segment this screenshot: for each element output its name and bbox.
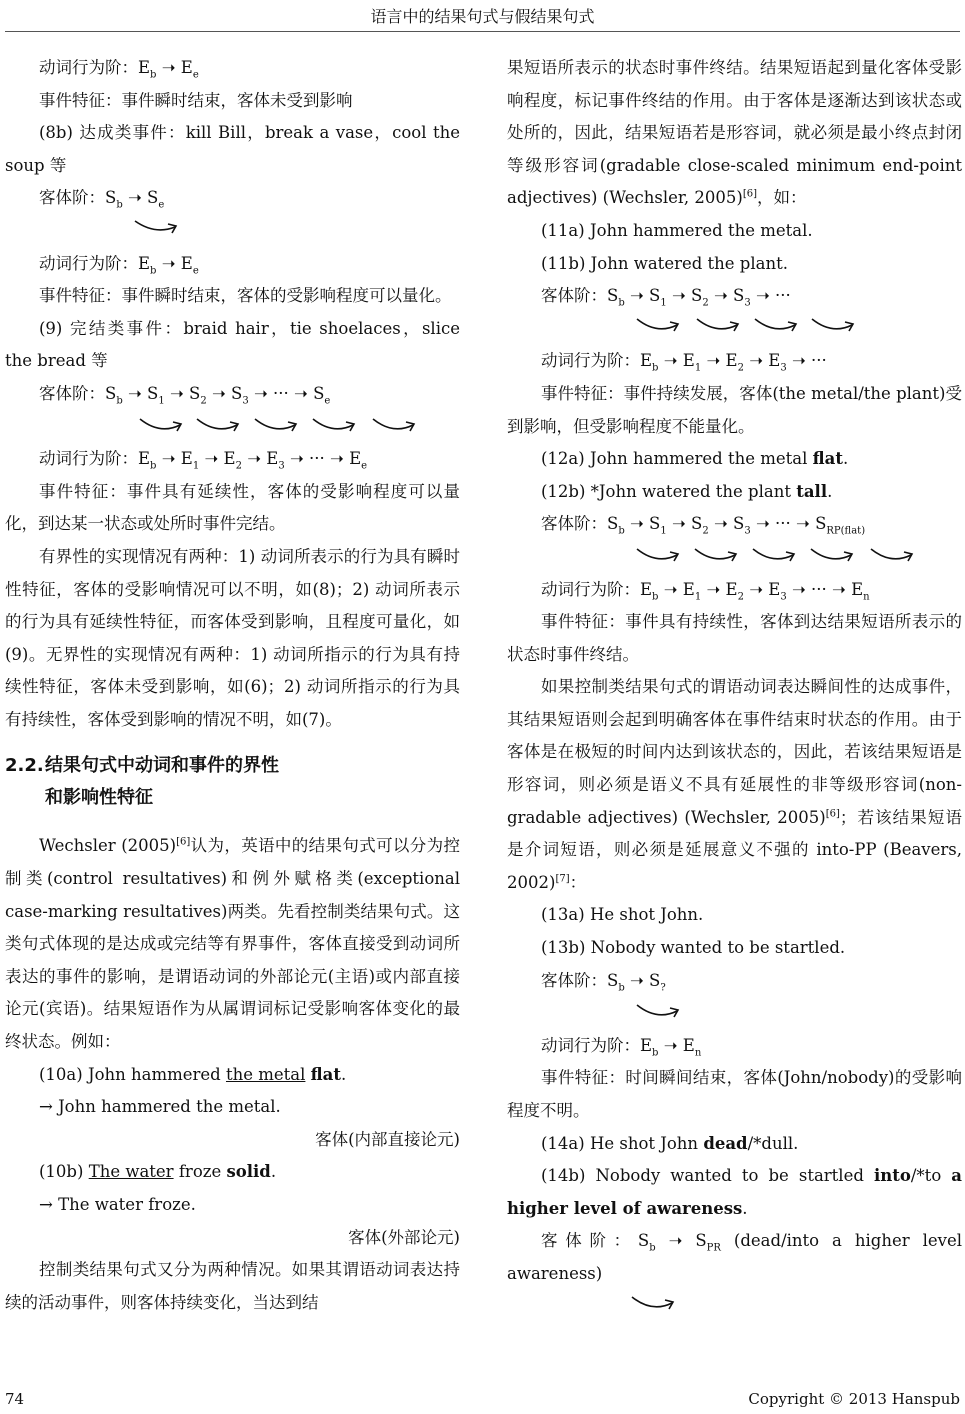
example-13a: (13a) He shot John. bbox=[541, 905, 704, 925]
example-12a: (12a) John hammered the metal flat. bbox=[541, 449, 849, 469]
verb-scale-9: 动词行为阶：$E_b$ ➝ $E_1$ ➝ $E_2$ ➝ $E_3$ ➝ ··· ➝ $E_e$ bbox=[39, 449, 368, 472]
example-11a: (11a) John hammered the metal. bbox=[541, 220, 813, 240]
citation-6[interactable]: [6] bbox=[176, 836, 191, 848]
header-rule bbox=[5, 31, 960, 32]
citation-6[interactable]: [6] bbox=[742, 188, 758, 200]
event-feature-8a: 事件特征：事件瞬时结束，客体未受到影响 bbox=[39, 90, 353, 110]
verb-scale-8a: 动词行为阶：$E_b$ ➝ $E_e$ bbox=[39, 58, 199, 81]
left-column bbox=[5, 52, 460, 1319]
curved-arrows-14 bbox=[507, 1291, 962, 1324]
example-14a: (14a) He shot John dead/*dull. bbox=[541, 1133, 799, 1153]
citation-7[interactable]: [7] bbox=[555, 873, 570, 885]
example-9: (9) 完结类事件：braid hair，tie shoelaces，slice the bread 等 bbox=[5, 318, 460, 371]
example-13b: (13b) Nobody wanted to be startled. bbox=[541, 938, 846, 958]
verb-scale-8b: 动词行为阶：$E_b$ ➝ $E_e$ bbox=[39, 253, 199, 276]
curved-arrows-11 bbox=[507, 313, 962, 346]
running-header: 语言中的结果句式与假结果句式 bbox=[370, 7, 595, 26]
object-scale-12: 客体阶：$S_b$ ➝ $S_1$ ➝ $S_2$ ➝ $S_3$ ➝ ··· ➝ $S_{RP(flat)}$ bbox=[541, 514, 866, 537]
event-feature-11: 事件特征：事件持续发展，客体(the metal/the plant)受到影响，但受影响程度不能量化。 bbox=[507, 383, 962, 436]
curved-arrows-13 bbox=[507, 997, 962, 1030]
example-10b-reduced: → The water froze. bbox=[39, 1195, 196, 1214]
object-scale-13: 客体阶：$S_b$ ➝ $S_?$ bbox=[541, 970, 666, 993]
role-label-10a: 客体(内部直接论元) bbox=[315, 1129, 460, 1149]
section-heading: 2.2.结果句式中动词和事件的界性 和影响性特征 bbox=[5, 755, 279, 809]
object-scale-8b: 客体阶：$S_b$ ➝ $S_e$ bbox=[39, 188, 165, 211]
example-12b: (12b) *John watered the plant tall. bbox=[541, 481, 833, 501]
curved-arrows-12 bbox=[507, 541, 962, 574]
object-scale-14: 客体阶：$S_b$ ➝ $S_{PR}$ (dead/into a higher level awareness) bbox=[507, 1231, 962, 1283]
example-10a-reduced: → John hammered the metal. bbox=[39, 1097, 281, 1117]
right-column bbox=[507, 52, 962, 1323]
example-11b: (11b) John watered the plant. bbox=[541, 253, 788, 273]
paragraph-continued: 果短语所表示的状态时事件终结。结果短语起到量化客体受影响程度，标记事件终结的作用。由于客体是逐渐达到该状态或处所的，因此，结果短语若是形容词，就必须是最小终点封闭等级形容词(gradable close-scaled minimum end-point adjectives) (Wechsler, 2005)[6]，如： bbox=[507, 58, 962, 208]
event-feature-12: 事件特征：事件具有持续性，客体到达结果短语所表示的状态时事件终结。 bbox=[507, 612, 962, 664]
page-number: 74 bbox=[5, 1390, 25, 1408]
paragraph-boundedness: 有界性的实现情况有两种：1) 动词所表示的行为具有瞬时性特征，客体的受影响情况可以不明，如(8)；2) 动词所表示的行为具有延续性特征，而客体受到影响，且程度可量化，如(9)。无界性的实现情况有两种：1) 动词所指示的行为具有持续性特征，客体未受到影响，如(6)；2) 动词所指示的行为具有持续性，客体受到影响的情况不明，如(7)。 bbox=[5, 546, 460, 729]
curved-arrows-8b bbox=[5, 215, 460, 248]
example-10a: (10a) John hammered the metal flat. bbox=[39, 1064, 347, 1084]
event-feature-13: 事件特征：时间瞬间结束，客体(John/nobody)的受影响程度不明。 bbox=[507, 1068, 962, 1120]
verb-scale-13: 动词行为阶：$E_b$ ➝ $E_n$ bbox=[541, 1035, 702, 1059]
event-feature-8b: 事件特征：事件瞬时结束，客体的受影响程度可以量化。 bbox=[39, 286, 452, 306]
copyright: Copyright © 2013 Hanspub bbox=[748, 1390, 960, 1408]
object-scale-11: 客体阶：$S_b$ ➝ $S_1$ ➝ $S_2$ ➝ $S_3$ ➝ ··· bbox=[541, 286, 791, 309]
example-14b: (14b) Nobody wanted to be startled into/*to a higher level of awareness. bbox=[507, 1166, 962, 1218]
paragraph-control-types: 控制类结果句式又分为两种情况。如果其谓语动词表达持续的活动事件，则客体持续变化，当达到结 bbox=[5, 1260, 460, 1312]
citation-6[interactable]: [6] bbox=[825, 808, 840, 820]
event-feature-9: 事件特征：事件具有延续性，客体的受影响程度可以量化，到达某一状态或处所时事件完结。 bbox=[5, 481, 460, 534]
object-scale-9: 客体阶：$S_b$ ➝ $S_1$ ➝ $S_2$ ➝ $S_3$ ➝ ··· ➝ $S_e$ bbox=[39, 383, 331, 407]
paragraph-wechsler: Wechsler (2005)[6]认为，英语中的结果句式可以分为控制类(control resultatives)和例外赋格类(exceptional case-marking resultatives)两类。先看控制类结果句式。这类句式体现的是达成或完结等有界事件，客体直接受到动词所表达的事件的影响，是谓语动词的外部论元(主语)或内部直接论元(宾语)。结果短语作为从属谓词标记受影响客体变化的最终状态。例如： bbox=[5, 836, 461, 1052]
example-10b: (10b) The water froze solid. bbox=[39, 1162, 277, 1182]
verb-scale-11: 动词行为阶：$E_b$ ➝ $E_1$ ➝ $E_2$ ➝ $E_3$ ➝ ··· bbox=[541, 351, 827, 374]
curved-arrows-9 bbox=[5, 411, 460, 444]
verb-scale-12: 动词行为阶：$E_b$ ➝ $E_1$ ➝ $E_2$ ➝ $E_3$ ➝ ··· ➝ $E_n$ bbox=[541, 579, 870, 602]
paragraph-instant: 如果控制类结果句式的谓语动词表达瞬间性的达成事件，其结果短语则会起到明确客体在事件结束时状态的作用。由于客体是在极短的时间内达到该状态的，因此，若该结果短语是形容词，则必须是语义不具有延展性的非等级形容词(non-gradable adjectives) (Wechsler, 2005)[6]；若该结果短语是介词短语，则必须是延展意义不强的 into-PP (Beavers, 2002)[7]： bbox=[507, 677, 963, 892]
role-label-10b: 客体(外部论元) bbox=[348, 1227, 460, 1247]
example-8b: (8b) 达成类事件：kill Bill，break a vase，cool the soup 等 bbox=[5, 123, 460, 175]
